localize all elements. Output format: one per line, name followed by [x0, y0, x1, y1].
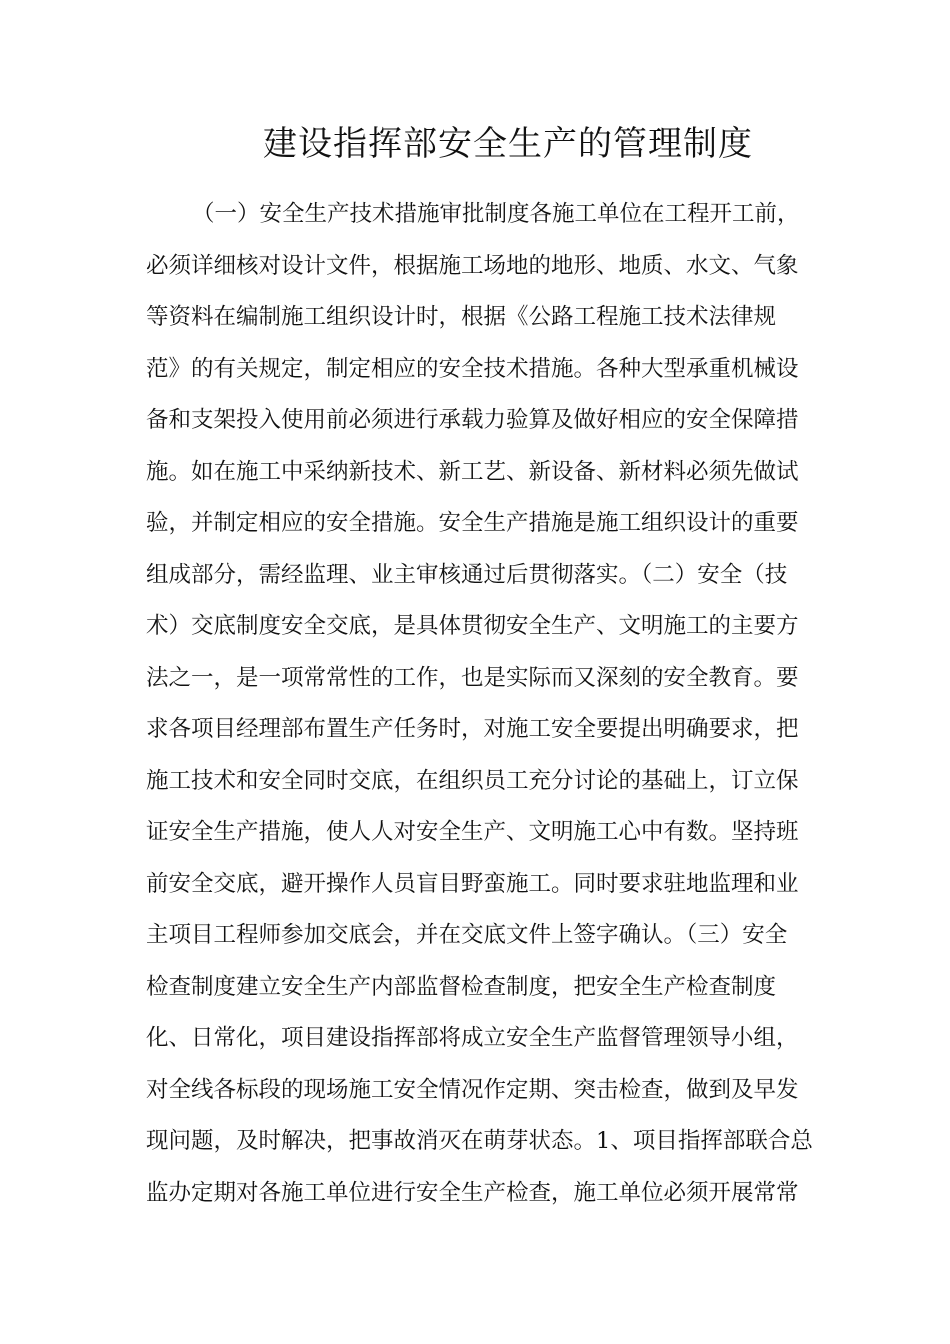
body-line: 监办定期对各施工单位进行安全生产检查，施工单位必须开展常常 [146, 1179, 799, 1206]
document-title: 建设指挥部安全生产的管理制度 [263, 124, 753, 164]
body-line: 检查制度建立安全生产内部监督检查制度，把安全生产检查制度 [146, 973, 777, 1000]
body-line: 求各项目经理部布置生产任务时，对施工安全要提出明确要求，把 [146, 716, 799, 742]
body-line: 组成部分，需经监理、业主审核通过后贯彻落实。（二）安全（技 [146, 561, 788, 588]
body-line: 备和支架投入使用前必须进行承载力验算及做好相应的安全保障措 [146, 407, 799, 433]
body-line: （一）安全生产技术措施审批制度各施工单位在工程开工前， [192, 201, 800, 227]
body-line: 对全线各标段的现场施工安全情况作定期、突击检查，做到及早发 [146, 1076, 799, 1103]
body-line: 范》的有关规定，制定相应的安全技术措施。各种大型承重机械设 [146, 355, 799, 382]
body-line: 主项目工程师参加交底会，并在交底文件上签字确认。（三）安全 [146, 922, 788, 948]
body-line: 化、日常化，项目建设指挥部将成立安全生产监督管理领导小组， [146, 1025, 799, 1051]
body-line: 必须详细核对设计文件，根据施工场地的地形、地质、水文、气象 [146, 252, 799, 279]
body-line: 证安全生产措施，使人人对安全生产、文明施工心中有数。坚持班 [146, 819, 799, 845]
body-line: 施工技术和安全同时交底，在组织员工充分讨论的基础上，订立保 [146, 767, 799, 794]
body-line: 验，并制定相应的安全措施。安全生产措施是施工组织设计的重要 [146, 510, 799, 536]
body-line: 施。如在施工中采纳新技术、新工艺、新设备、新材料必须先做试 [146, 458, 799, 485]
body-line: 等资料在编制施工组织设计时，根据《公路工程施工技术法律规 [146, 304, 777, 330]
document-body [146, 189, 826, 1219]
body-line: 现问题，及时解决，把事故消灭在萌芽状态。1、项目指挥部联合总 [146, 1128, 813, 1154]
body-line: 前安全交底，避开操作人员盲目野蛮施工。同时要求驻地监理和业 [146, 870, 799, 897]
body-line: 术）交底制度安全交底，是具体贯彻安全生产、文明施工的主要方 [146, 613, 799, 639]
body-line: 法之一，是一项常常性的工作，也是实际而又深刻的安全教育。要 [146, 664, 799, 691]
